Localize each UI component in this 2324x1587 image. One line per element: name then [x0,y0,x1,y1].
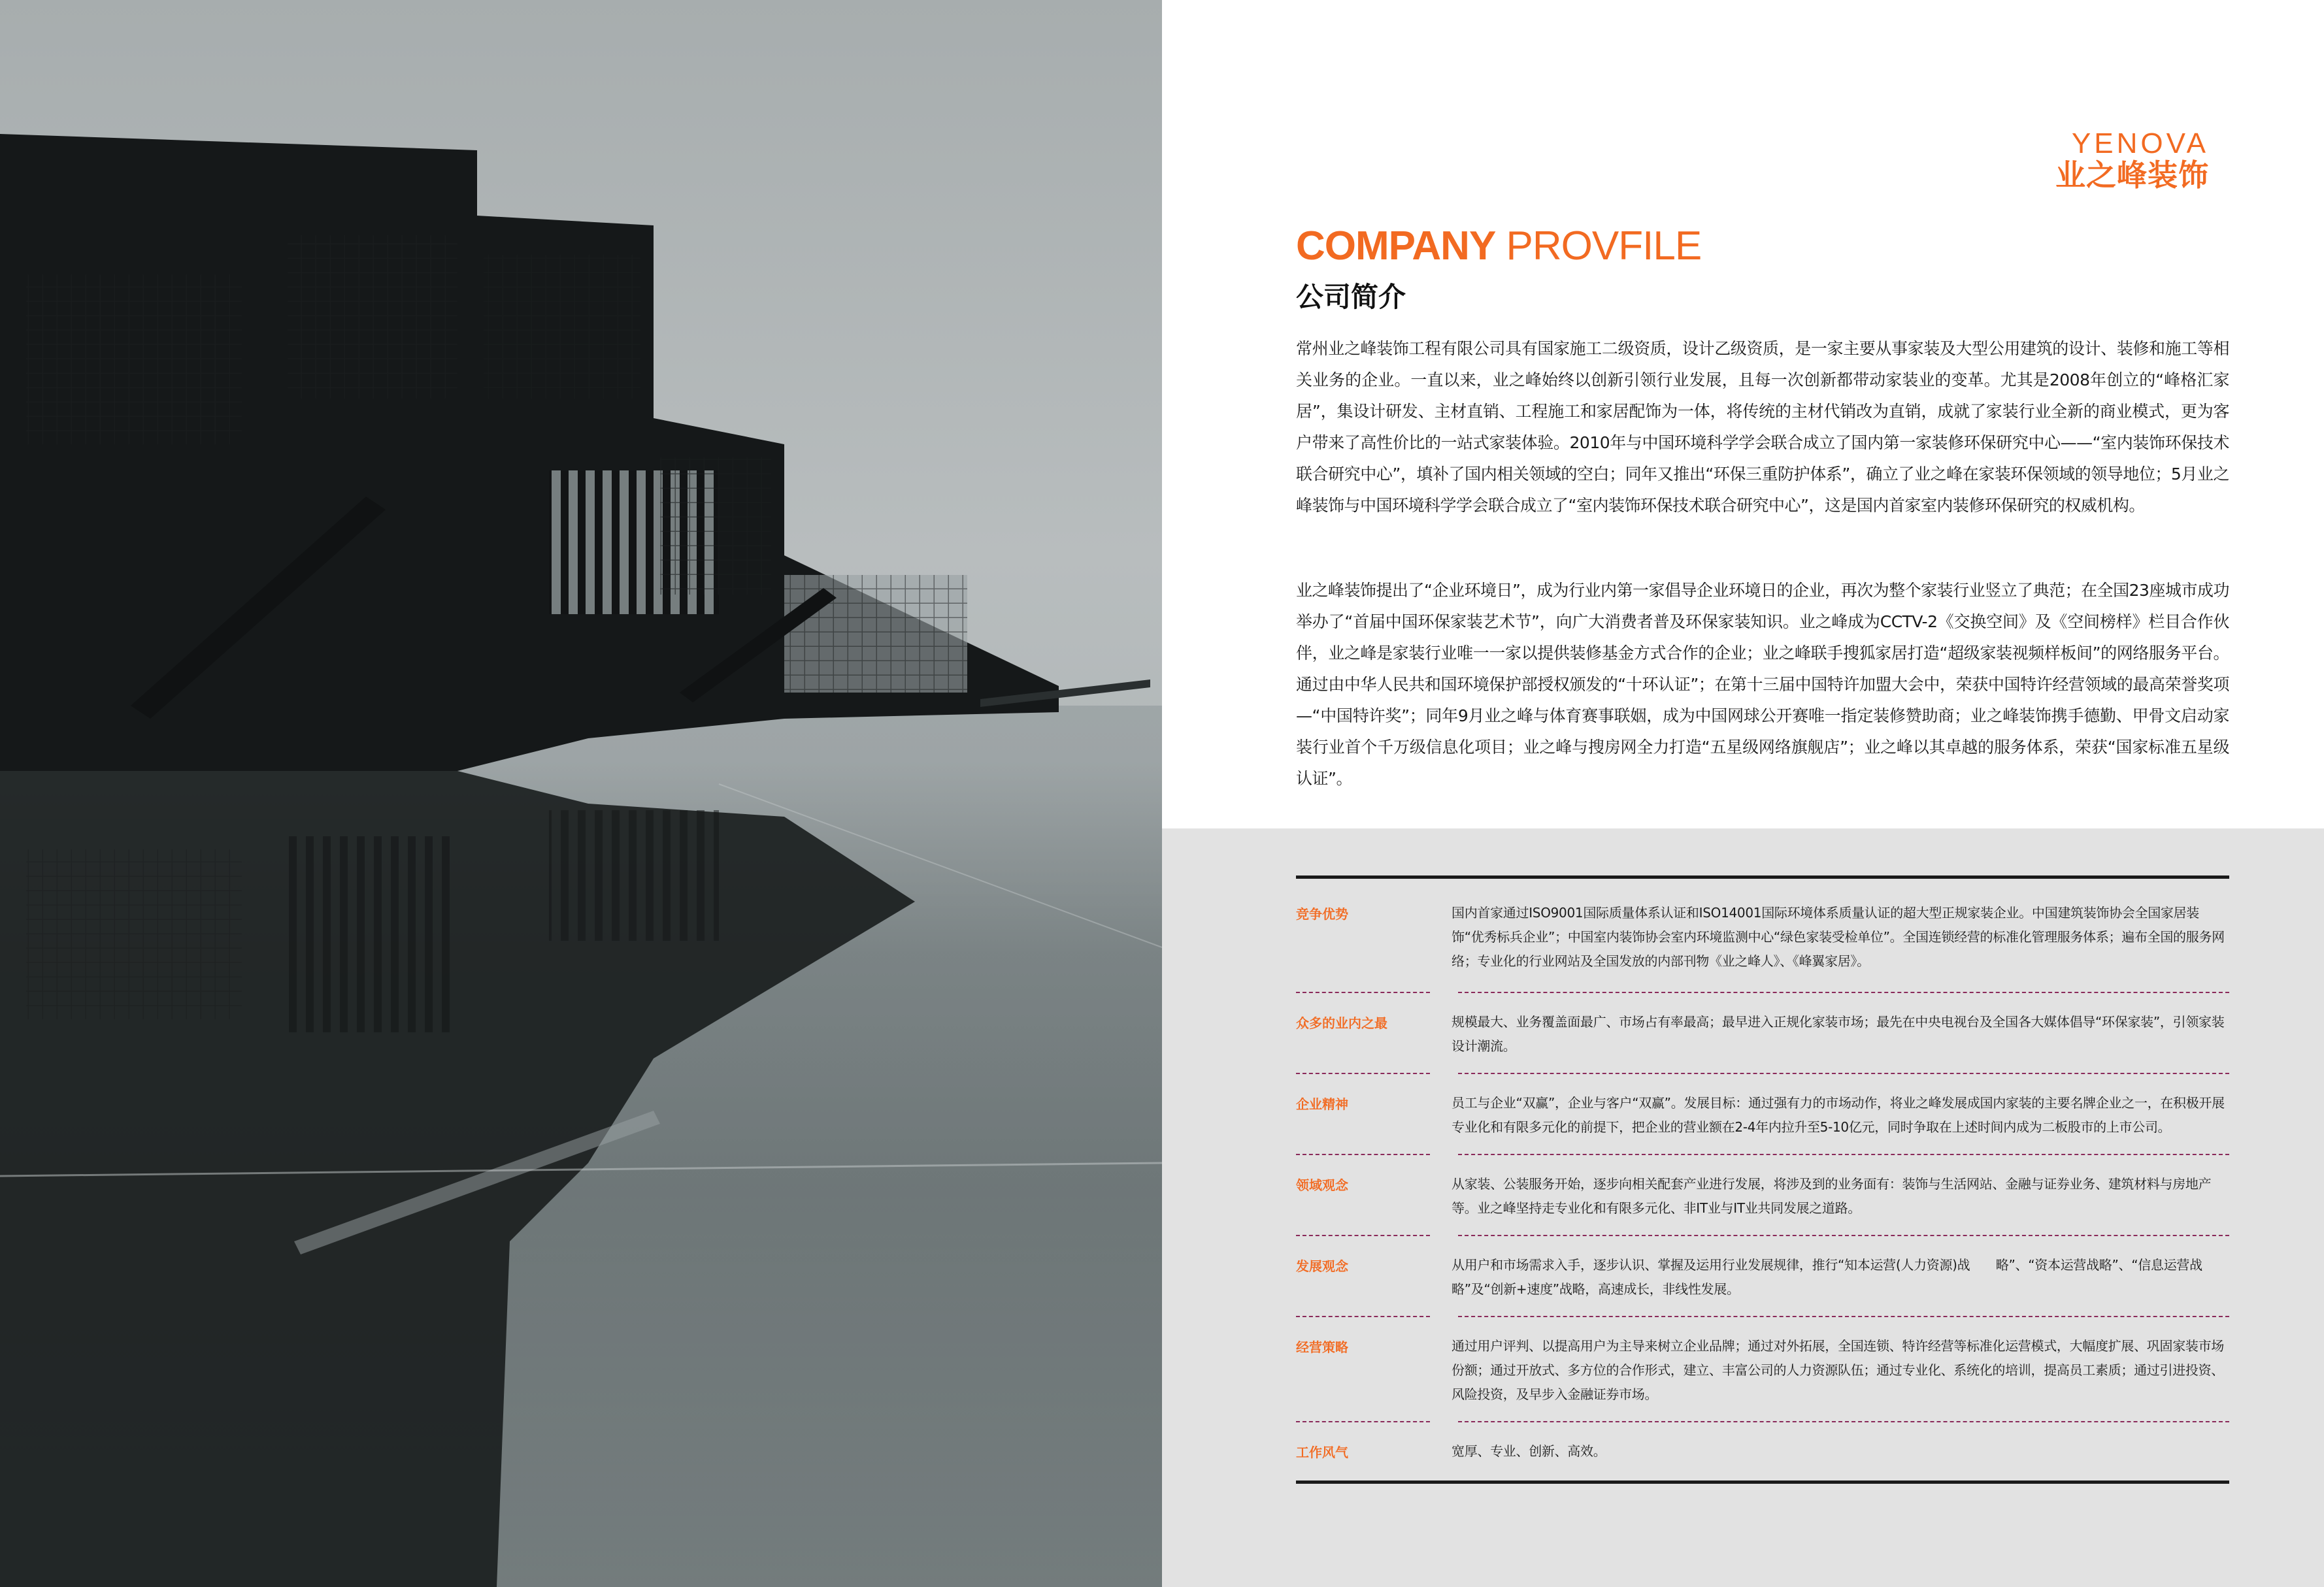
table-row [1296,993,2229,1073]
company-logo [2055,129,2209,193]
row-text: 从用户和市场需求入手，逐步认识、掌握及运用行业发展规律，推行“知本运营(人力资源)战 略”、“资本运营战略”、“信息运营战略”及“创新+速度”战略，高速成长，非线性发展。 [1452,1257,2202,1297]
row-text: 国内首家通过ISO9001国际质量体系认证和ISO14001国际环境体系质量认证的超大型正规家装企业。中国建筑装饰协会全国家居装饰“优秀标兵企业”；中国室内装饰协会室内环境监测中心“绿色家装受检单位”。全国连锁经营的标准化管理服务体系；遍布全国的服务网络；专业化的行业网站及全国发放的内部刊物《业之峰人》、《峰翼家居》。 [1452,905,2225,969]
company-values-table [1296,875,2229,1484]
table-row [1296,1155,2229,1235]
row-text: 通过用户评判、以提高用户为主导来树立企业品牌；通过对外拓展，全国连锁、特许经营等标准化运营模式，大幅度扩展、巩固家装市场份额；通过开放式、多方位的合作形式，建立、丰富公司的人力资源队伍；通过专业化、系统化的培训，提高员工素质；通过引进投资、风险投资，及早步入金融证券市场。 [1452,1338,2224,1402]
table-bottom-rule [1296,1481,2229,1484]
table-row [1296,1317,2229,1421]
page-subtitle: 公司简介 [1296,281,1406,313]
row-label: 领域观念 [1296,1177,1348,1193]
table-row [1296,1422,2229,1481]
row-label: 企业精神 [1296,1096,1348,1112]
intro-paragraph: 常州业之峰装饰工程有限公司具有国家施工二级资质，设计乙级资质，是一家主要从事家装及大型公用建筑的设计、装修和施工等相关业务的企业。一直以来，业之峰始终以创新引领行业发展，且每一次创新都带动家装业的变革。尤其是2008年创立的“峰格汇家居”，集设计研发、主材直销、工程施工和家居配饰为一体，将传统的主材代销改为直销，成就了家装行业全新的商业模式，更为客户带来了高性价比的一站式家装体验。2010年与中国环境科学学会联合成立了国内第一家装修环保研究中心——“室内装饰环保技术联合研究中心”，填补了国内相关领域的空白；同年又推出“环保三重防护体系”，确立了业之峰在家装环保领域的领导地位；5月业之峰装饰与中国环境科学学会联合成立了“室内装饰环保技术联合研究中心”，这是国内首家室内装修环保研究的权威机构。 [1296,339,2229,515]
row-label: 工作风气 [1296,1445,1348,1460]
logo-english: YENOVA [2071,127,2209,159]
row-label: 发展观念 [1296,1258,1348,1274]
table-row [1296,1236,2229,1316]
row-label: 众多的业内之最 [1296,1015,1387,1031]
title-bold: COMPANY [1296,223,1496,269]
title-light: PROVFILE [1506,223,1702,269]
logo-chinese: 业之峰装饰 [2055,157,2209,193]
row-label: 竞争优势 [1296,906,1348,922]
table-row [1296,1074,2229,1154]
row-text: 从家装、公装服务开始，逐步向相关配套产业进行发展，将涉及到的业务面有：装饰与生活网站、金融与证券业务、建筑材料与房地产等。业之峰坚持走专业化和有限多元化、非IT业与IT业共同发展之道路。 [1452,1176,2212,1216]
page-title [1296,223,1702,269]
profile-page [1162,0,2324,1587]
table-row [1296,879,2229,992]
intro-paragraph: 业之峰装饰提出了“企业环境日”，成为行业内第一家倡导企业环境日的企业，再次为整个家装行业竖立了典范；在全国23座城市成功举办了“首届中国环保家装艺术节”，向广大消费者普及环保家装知识。业之峰成为CCTV-2《交换空间》及《空间榜样》栏目合作伙伴，业之峰是家装行业唯一一家以提供装修基金方式合作的企业；业之峰联手搜狐家居打造“超级家装视频样板间”的网络服务平台。通过由中华人民共和国环境保护部授权颁发的“十环认证”；在第十三届中国特许加盟大会中，荣获中国特许经营领域的最高荣誉奖项—“中国特许奖”；同年9月业之峰与体育赛事联姻，成为中国网球公开赛唯一指定装修赞助商；业之峰装饰携手德勤、甲骨文启动家装行业首个千万级信息化项目；业之峰与搜房网全力打造“五星级网络旗舰店”；业之峰以其卓越的服务体系，荣获“国家标准五星级认证”。 [1296,581,2229,788]
row-text: 规模最大、业务覆盖面最广、市场占有率最高；最早进入正规化家装市场；最先在中央电视台及全国各大媒体倡导“环保家装”，引领家装设计潮流。 [1452,1014,2225,1054]
table-rows [1296,879,2229,1481]
row-label: 经营策略 [1296,1339,1348,1355]
row-text: 员工与企业“双赢”，企业与客户“双赢”。发展目标：通过强有力的市场动作，将业之峰发展成国内家装的主要名牌企业之一，在积极开展专业化和有限多元化的前提下，把企业的营业额在2-4年内拉升至5-10亿元，同时争取在上述时间内成为二板股市的上市公司。 [1452,1095,2225,1135]
row-text: 宽厚、专业、创新、高效。 [1452,1443,1606,1459]
